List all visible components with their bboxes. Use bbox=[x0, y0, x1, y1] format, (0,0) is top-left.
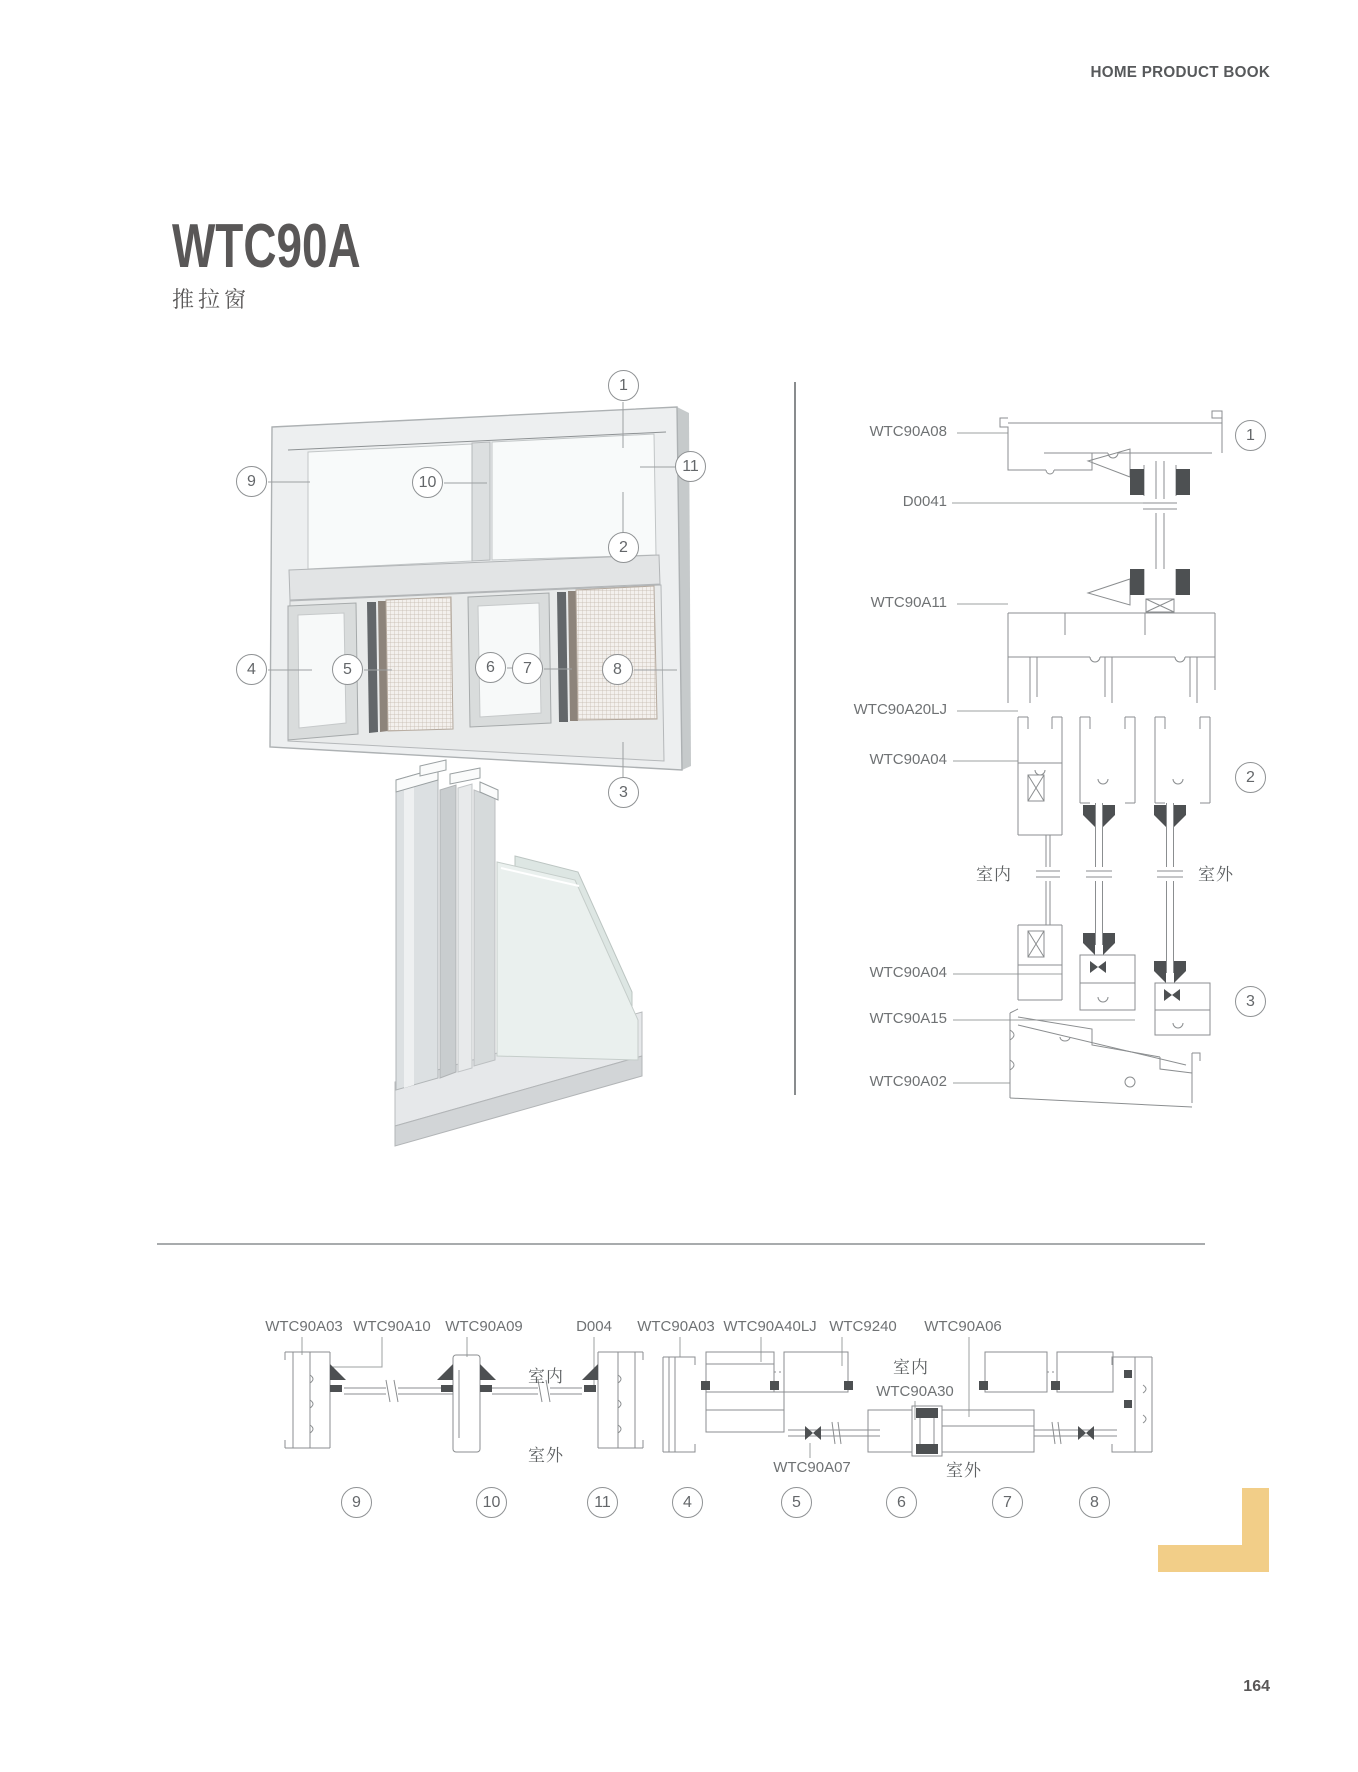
detail-callout-11: 11 bbox=[587, 1487, 618, 1518]
mid-profile-strip-2 bbox=[458, 784, 472, 1072]
indoor-label-vertical: 室内 bbox=[976, 865, 1012, 884]
callout-9: 9 bbox=[236, 466, 267, 497]
callout-11: 11 bbox=[675, 451, 706, 482]
part-label-wtc90a04-upper: WTC90A04 bbox=[869, 751, 947, 768]
page-number: 164 bbox=[1243, 1678, 1270, 1695]
callout-1: 1 bbox=[608, 370, 639, 401]
mid-frame-profile bbox=[1008, 613, 1215, 703]
part-label-wtc90a09: WTC90A09 bbox=[445, 1318, 523, 1335]
window-overview-drawing bbox=[230, 370, 700, 810]
detail-callout-10: 10 bbox=[476, 1487, 507, 1518]
part-label-wtc90a02: WTC90A02 bbox=[869, 1073, 947, 1090]
book-title: HOME PRODUCT BOOK bbox=[1090, 64, 1270, 81]
callout-2: 2 bbox=[608, 532, 639, 563]
outdoor-label-left: 室外 bbox=[528, 1446, 564, 1465]
outdoor-label-vertical: 室外 bbox=[1198, 865, 1234, 884]
part-label-wtc90a10: WTC90A10 bbox=[353, 1318, 431, 1335]
detail-callout-8: 8 bbox=[1079, 1487, 1110, 1518]
callout-7: 7 bbox=[512, 653, 543, 684]
transom-glass-left bbox=[308, 444, 472, 569]
jamb-profile-11 bbox=[598, 1352, 643, 1448]
part-label-wtc90a06: WTC90A06 bbox=[924, 1318, 1002, 1335]
outdoor-label-right: 室外 bbox=[946, 1461, 982, 1480]
mid-profile-strip-3 bbox=[474, 790, 495, 1066]
vertical-divider bbox=[794, 382, 796, 1095]
horizontal-section-drawing bbox=[240, 1330, 1160, 1500]
part-label-wtc90a04-lower: WTC90A04 bbox=[869, 964, 947, 981]
indoor-label-left: 室内 bbox=[528, 1367, 564, 1386]
detail-callout-4: 4 bbox=[672, 1487, 703, 1518]
transom-mullion bbox=[472, 442, 490, 561]
part-label-d004: D004 bbox=[576, 1318, 612, 1335]
part-label-wtc90a03-left: WTC90A03 bbox=[265, 1318, 343, 1335]
coupler-profile-6 bbox=[868, 1406, 1034, 1456]
profile-corner-3d-render bbox=[380, 760, 680, 1140]
section-callout-2: 2 bbox=[1235, 762, 1266, 793]
callout-8: 8 bbox=[602, 654, 633, 685]
detail-callout-6: 6 bbox=[886, 1487, 917, 1518]
mullion-profile-10 bbox=[453, 1355, 480, 1452]
callout-10: 10 bbox=[412, 467, 443, 498]
part-label-wtc90a40lj: WTC90A40LJ bbox=[723, 1318, 817, 1335]
jamb-profile-4 bbox=[663, 1357, 695, 1452]
part-label-wtc90a30: WTC90A30 bbox=[876, 1383, 954, 1400]
section-callout-3: 3 bbox=[1235, 986, 1266, 1017]
section-callout-1: 1 bbox=[1235, 420, 1266, 451]
horizontal-divider bbox=[157, 1243, 1205, 1245]
callout-5: 5 bbox=[332, 654, 363, 685]
page-title: WTC90A bbox=[172, 212, 361, 281]
part-label-wtc9240: WTC9240 bbox=[829, 1318, 897, 1335]
detail-callout-5: 5 bbox=[781, 1487, 812, 1518]
callout-4: 4 bbox=[236, 654, 267, 685]
part-label-wtc90a11: WTC90A11 bbox=[870, 594, 947, 611]
sash-profile-5 bbox=[706, 1352, 880, 1444]
part-label-wtc90a15: WTC90A15 bbox=[869, 1010, 947, 1027]
part-label-wtc90a20lj: WTC90A20LJ bbox=[853, 701, 947, 718]
product-category: 推拉窗 bbox=[172, 287, 251, 312]
part-label-wtc90a07: WTC90A07 bbox=[773, 1459, 851, 1476]
vertical-section-drawing bbox=[840, 365, 1270, 1110]
detail-callout-7: 7 bbox=[992, 1487, 1023, 1518]
callout-3: 3 bbox=[608, 777, 639, 808]
detail-callout-9: 9 bbox=[341, 1487, 372, 1518]
part-label-wtc90a03-right: WTC90A03 bbox=[637, 1318, 715, 1335]
indoor-label-right: 室内 bbox=[893, 1358, 929, 1377]
sash-profile-7 bbox=[985, 1352, 1117, 1444]
part-label-wtc90a08: WTC90A08 bbox=[869, 423, 947, 440]
frame-column bbox=[396, 768, 438, 1090]
accent-horizontal-bar bbox=[1158, 1545, 1269, 1572]
jamb-profile-9 bbox=[285, 1352, 330, 1448]
sill-profile bbox=[1010, 1009, 1200, 1107]
part-label-d0041: D0041 bbox=[902, 493, 947, 510]
mid-profile-strip-1 bbox=[440, 785, 456, 1078]
callout-6: 6 bbox=[475, 652, 506, 683]
